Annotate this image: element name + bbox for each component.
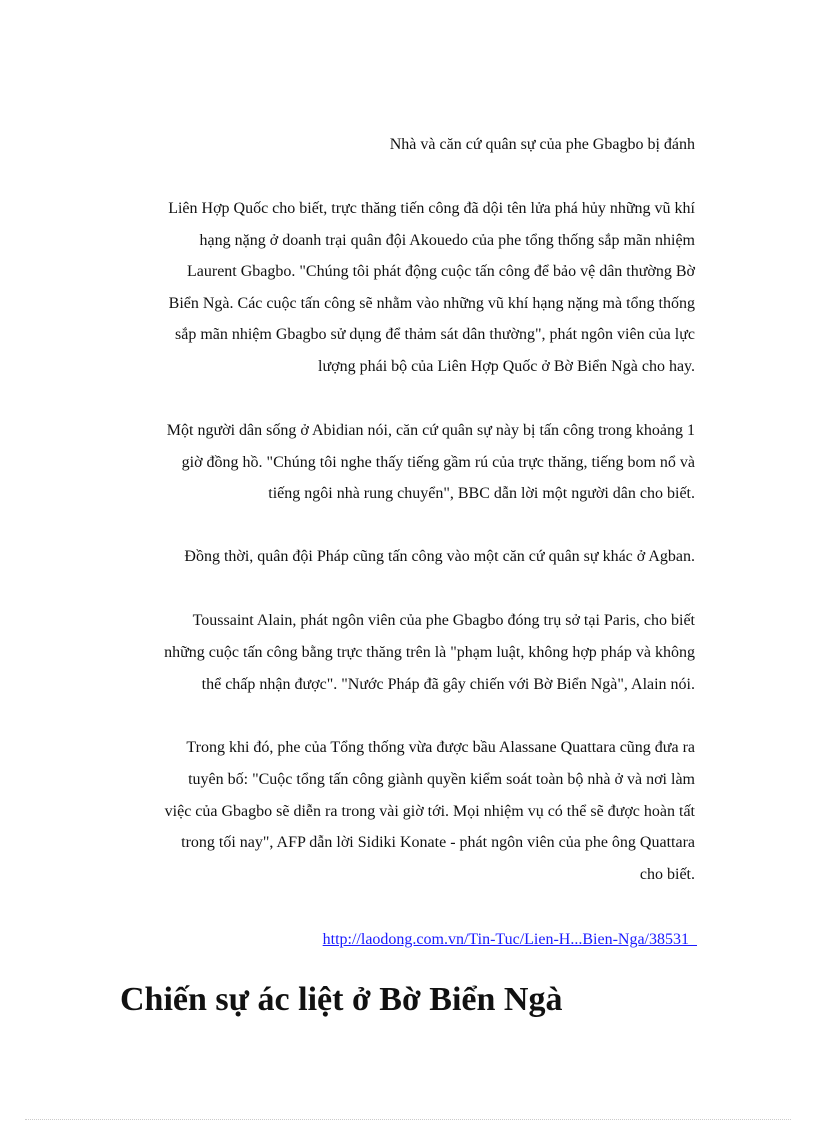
text-line: tuyên bố: "Cuộc tổng tấn công giành quyền kiểm soát toàn bộ nhà ở và nơi làm [188,771,695,788]
text-line: giờ đồng hồ. "Chúng tôi nghe thấy tiếng gầm rú của trực thăng, tiếng bom nổ và [181,454,695,471]
text-line: Trong khi đó, phe của Tổng thống vừa được bầu Alassane Quattara cũng đưa ra [186,739,695,756]
text-line: sắp mãn nhiệm Gbagbo sử dụng để thảm sát dân thường", phát ngôn viên của lực [174,326,695,343]
section-heading: Chiến sự ác liệt ở Bờ Biển Ngà [120,981,563,1018]
page-divider [25,1119,791,1120]
text-line: Đồng thời, quân đội Pháp cũng tấn công vào một căn cứ quân sự khác ở Agban. [184,548,695,565]
text-line: hạng nặng ở doanh trại quân đội Akouedo của phe tổng thống sắp mãn nhiệm [199,232,695,249]
text-line: Liên Hợp Quốc cho biết, trực thăng tiến công đã dội tên lửa phá hủy những vũ khí [168,200,695,217]
text-line: Một người dân sống ở Abidian nói, căn cứ quân sự này bị tấn công trong khoảng 1 [166,422,695,439]
text-line: tiếng ngôi nhà rung chuyển", BBC dẫn lời một người dân cho biết. [268,485,695,502]
text-line: những cuộc tấn công bằng trực thăng trên là "phạm luật, không hợp pháp và không [164,644,695,661]
text-line: trong tối nay", AFP dẫn lời Sidiki Konate - phát ngôn viên của phe ông Quattara [181,834,695,851]
text-line: thể chấp nhận được". "Nước Pháp đã gây chiến với Bờ Biển Ngà", Alain nói. [201,676,695,693]
text-line: Toussaint Alain, phát ngôn viên của phe Gbagbo đóng trụ sở tại Paris, cho biết [192,612,695,629]
caption: Nhà và căn cứ quân sự của phe Gbagbo bị đánh [389,136,695,153]
source-link[interactable]: http://laodong.com.vn/Tin-Tuc/Lien-H...Bien-Nga/38531 [322,931,697,948]
text-line: việc của Gbagbo sẽ diễn ra trong vài giờ tới. Mọi nhiệm vụ có thể sẽ được hoàn tất [164,803,695,820]
text-line: Laurent Gbagbo. "Chúng tôi phát động cuộc tấn công để bảo vệ dân thường Bờ [186,263,695,280]
text-line: Biển Ngà. Các cuộc tấn công sẽ nhằm vào những vũ khí hạng nặng mà tổng thống [168,295,695,312]
text-line: cho biết. [639,866,695,883]
text-line: lượng phái bộ của Liên Hợp Quốc ở Bờ Biển Ngà cho hay. [318,358,695,375]
